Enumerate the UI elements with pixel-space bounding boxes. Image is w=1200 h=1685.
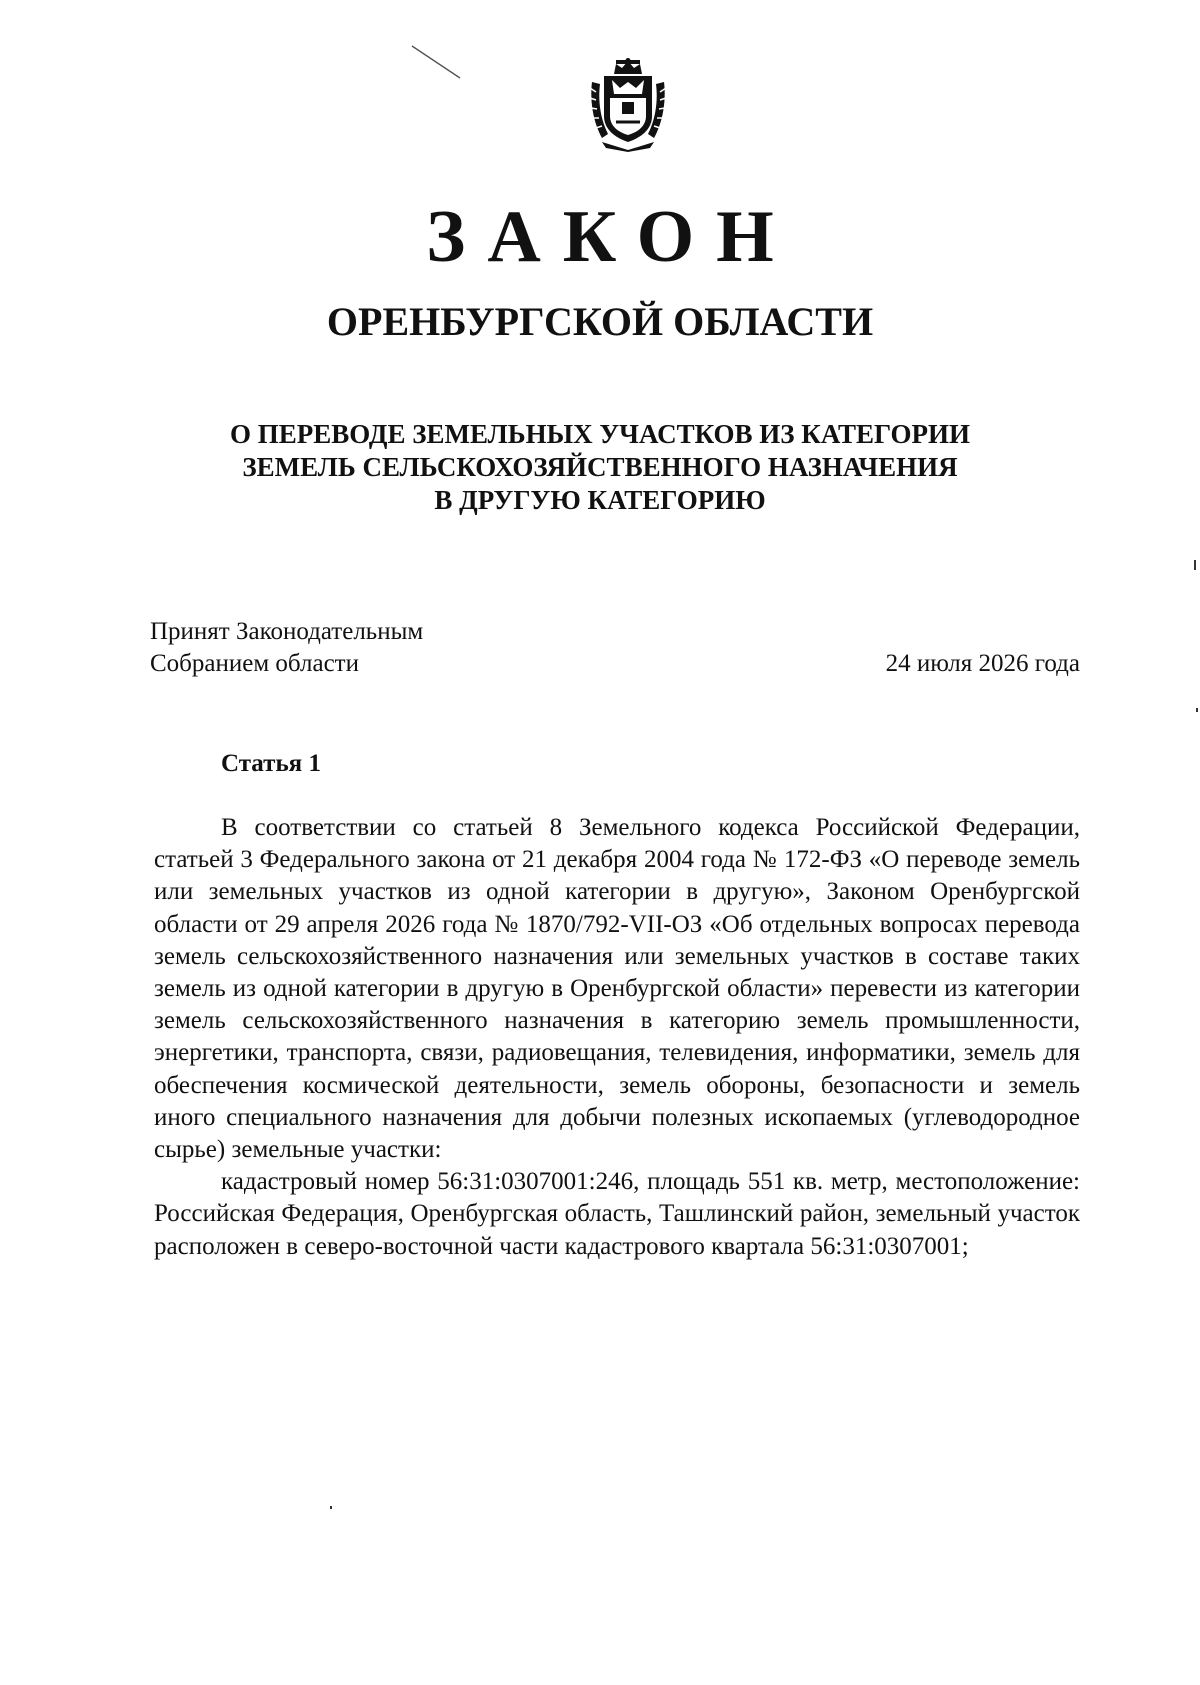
orenburg-coat-of-arms-icon [586,58,670,152]
document-region: ОРЕНБУРГСКОЙ ОБЛАСТИ [326,299,874,344]
law-subject-line: О ПЕРЕВОДЕ ЗЕМЕЛЬНЫХ УЧАСТКОВ ИЗ КАТЕГОРИИ [229,419,971,449]
scan-artifact-dot [1194,560,1196,570]
adoption-statement [150,616,423,680]
adoption-line: Принят Законодательным [150,618,424,645]
adoption-line: Собранием области [150,650,359,677]
law-subject-line: В ДРУГУЮ КАТЕГОРИЮ [434,485,766,515]
article-heading: Статья 1 [221,750,321,777]
scan-artifact-line [410,44,462,80]
law-subject [0,418,1200,517]
article-paragraph: кадастровый номер 56:31:0307001:246, площадь 551 кв. метр, местоположение: Российская Федерация, Оренбургская область, Ташлинский район, земельный участок расположен в северо-восточной части кадастрового квартала 56:31:0307001; [154,1168,1080,1260]
article-body [154,812,1080,1263]
scan-artifact-dot [1196,708,1198,712]
article-paragraph: В соответствии со статьей 8 Земельного кодекса Российской Федерации, статьей 3 Федерального закона от 21 декабря 2004 года № 172-ФЗ «О переводе земель или земельных участков из одной категории в другую», Законом Оренбургской области от 29 апреля 2026 года № 1870/792-VII-ОЗ «Об отдельных вопросах перевода земель сельскохозяйственного назначения или земельных участков в составе таких земель из одной категории в другую в Оренбургской области» перевести из категории земель сельскохозяйственного назначения в категорию земель промышленности, энергетики, транспорта, связи, радиовещания, телевидения, информатики, земель для обеспечения космической деятельности, земель обороны, безопасности и земель иного специального назначения для добычи полезных ископаемых (углеводородное сырье) земельные участки: [154,814,1080,1164]
scan-artifact-dot [330,1506,332,1509]
adoption-date: 24 июля 2026 года [885,650,1080,677]
document-title: ЗАКОН [426,196,796,278]
law-subject-line: ЗЕМЕЛЬ СЕЛЬСКОХОЗЯЙСТВЕННОГО НАЗНАЧЕНИЯ [242,452,958,482]
